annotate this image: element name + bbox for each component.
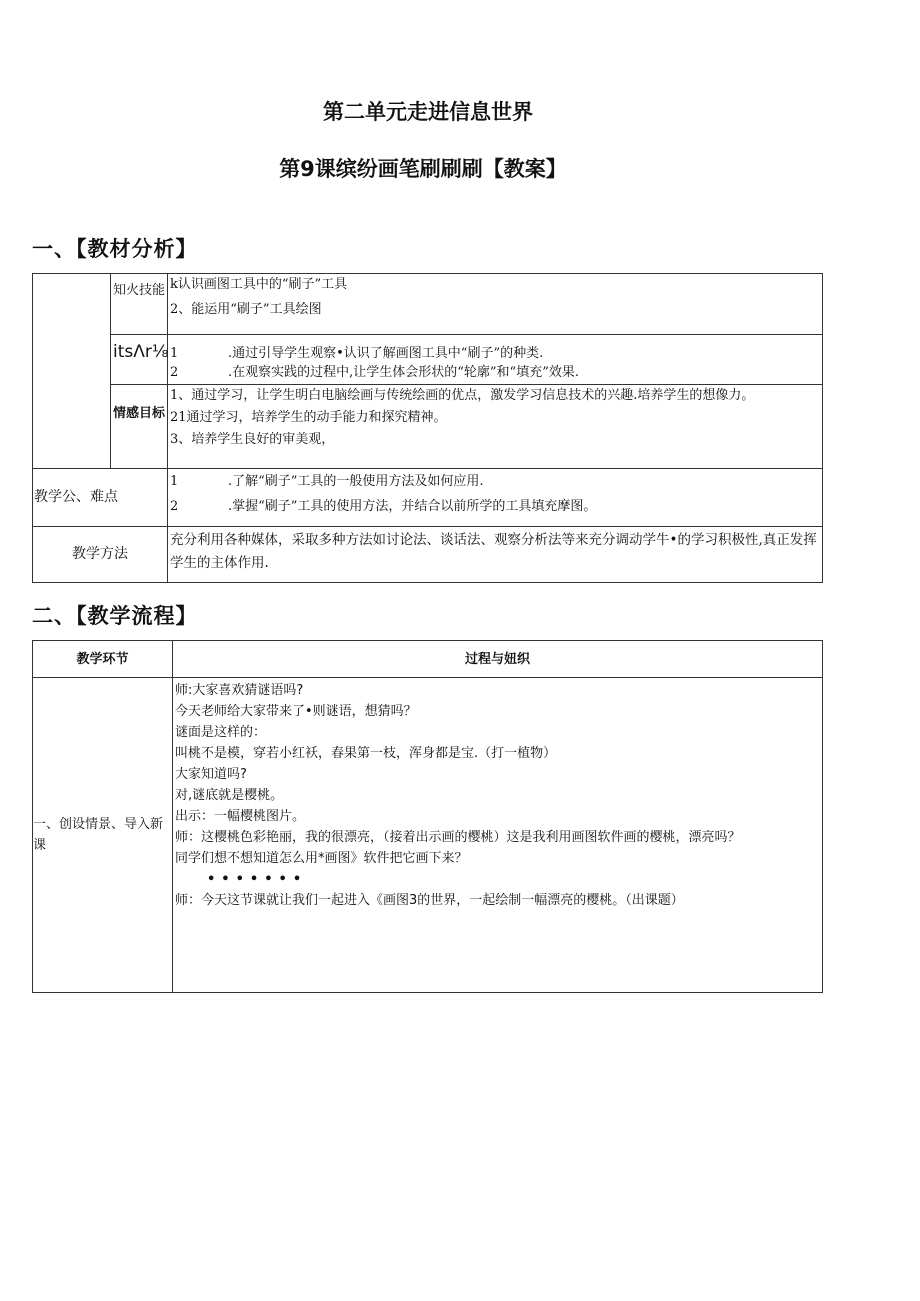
knowledge-skill-label: 知火技能 bbox=[111, 274, 168, 335]
process-item bbox=[170, 344, 820, 363]
item-number: 2 bbox=[170, 499, 179, 514]
flow-line: 师：今天这节课就让我们一起进入《画图3的世界，一起绘制一幅漂亮的樱桃。（出课题） bbox=[175, 893, 684, 908]
flow-stage-label: 一、创设情景、导入新课 bbox=[33, 678, 173, 993]
item-text: .掌握“刷子”工具的使用方法，并结合以前所学的工具填充摩图。 bbox=[228, 499, 597, 514]
method-label: 教学方法 bbox=[33, 527, 168, 583]
key-points-content bbox=[168, 469, 823, 527]
flow-line: 出示：一幅樱桃图片。 bbox=[175, 809, 306, 824]
flow-stage-content bbox=[173, 678, 823, 993]
process-method-label: itsΛr⅛ bbox=[111, 335, 168, 385]
item-number: 1 bbox=[170, 346, 179, 361]
emotion-line: 3、培养学生良好的审美观， bbox=[170, 432, 335, 447]
emotion-line: 1、通过学习，让学生明白电脑绘画与传统绘画的优点，激发学习信息技术的兴趣.培养学生的想像力。 bbox=[170, 388, 755, 403]
flow-line: 同学们想不想知道怎么用*画图》软件把它画下来？ bbox=[175, 851, 468, 866]
item-text: .了解“刷子”工具的一般使用方法及如何应用. bbox=[228, 474, 484, 489]
item-text: .通过引导学生观察•认识了解画图工具中“刷子”的种类. bbox=[228, 346, 544, 361]
flow-col-process-header: 过程与妞织 bbox=[173, 641, 823, 678]
flow-line: 谜面是这样的： bbox=[175, 725, 267, 740]
analysis-table bbox=[32, 273, 823, 583]
flow-line: 今天老师给大家带来了•则谜语，想猜吗？ bbox=[175, 704, 417, 719]
section-heading-analysis: 一、【教材分析】 bbox=[32, 237, 198, 261]
item-number: 2 bbox=[170, 365, 179, 380]
emotion-label: 情感目标 bbox=[111, 385, 168, 469]
flow-line: 叫桃不是模，穿若小红袄，春果第一枝，浑身都是宝.（打一植物） bbox=[175, 746, 557, 761]
knowledge-skill-content bbox=[168, 274, 823, 335]
flow-line: 对,谜底就是樱桃。 bbox=[175, 788, 284, 803]
flow-ellipsis: ••••••• bbox=[207, 872, 308, 887]
key-item bbox=[170, 469, 820, 494]
item-number: 1 bbox=[170, 474, 179, 489]
knowledge-line: k认识画图工具中的“刷子”工具 bbox=[170, 277, 348, 292]
flow-col-stage-header: 教学环节 bbox=[33, 641, 173, 678]
flow-table bbox=[32, 640, 823, 993]
emotion-line: 21通过学习，培养学生的动手能力和探究精神。 bbox=[170, 410, 447, 425]
flow-line: 师：这樱桃色彩艳丽，我的很漂亮，（接着出示画的樱桃）这是我利用画图软件画的樱桃，漂亮吗？ bbox=[175, 830, 741, 845]
method-content: 充分利用各种媒体，采取多种方法如讨论法、谈话法、观察分析法等来充分调动学牛•的学习积极性,真正发挥学生的主体作用. bbox=[168, 527, 823, 583]
goals-merged-cell bbox=[33, 274, 111, 469]
process-item bbox=[170, 363, 820, 382]
lesson-title: 第9课缤纷画笔刷刷刷【教案】 bbox=[279, 157, 567, 181]
item-text: .在观察实践的过程中,让学生体会形状的“轮廓”和“填充”效果. bbox=[228, 365, 579, 380]
key-item bbox=[170, 494, 820, 519]
emotion-content bbox=[168, 385, 823, 469]
flow-line: 大家知道吗? bbox=[175, 767, 247, 782]
flow-line: 师:大家喜欢猜谜语吗? bbox=[175, 683, 304, 698]
section-heading-flow: 二、【教学流程】 bbox=[32, 604, 198, 628]
process-method-content bbox=[168, 335, 823, 385]
key-points-label: 教学公、难点 bbox=[33, 469, 168, 527]
unit-title: 第二单元走进信息世界 bbox=[323, 100, 533, 124]
knowledge-line: 2、能运用“刷子”工具绘图 bbox=[170, 302, 322, 317]
